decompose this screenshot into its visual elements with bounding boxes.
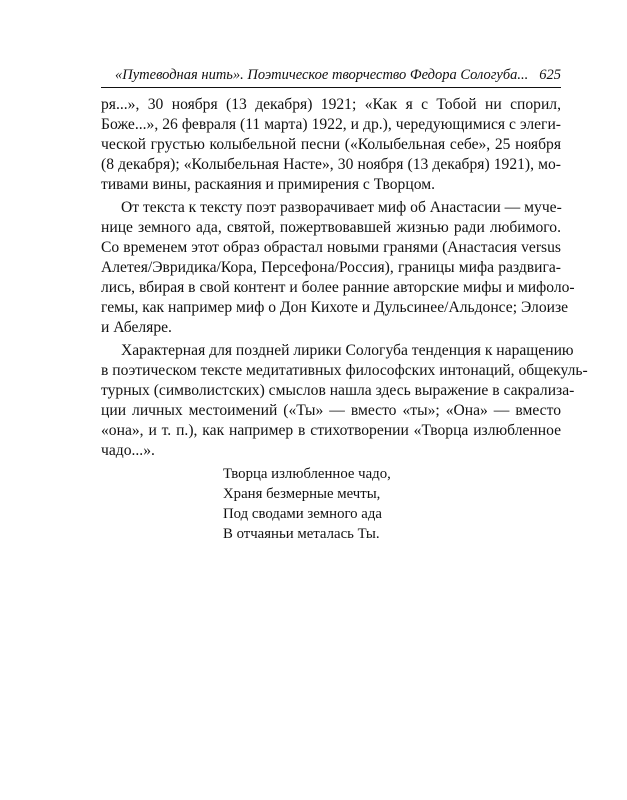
text-line: в поэтическом тексте медитативных философских интонаций, общекуль- <box>101 362 588 379</box>
text-line: лись, вбирая в свой контент и более ранние авторские мифы и мифоло- <box>101 279 575 296</box>
text-line: и Абеляре. <box>101 319 172 336</box>
running-title: «Путеводная нить». Поэтическое творчество Федора Сологуба... <box>115 67 529 83</box>
text-line: турных (символистских) смыслов нашла здесь выражение в сакрализа- <box>101 382 575 399</box>
header-rule <box>101 87 561 88</box>
text-line: (8 декабря); «Колыбельная Насте», 30 ноября (13 декабря) 1921), мо- <box>101 156 561 173</box>
text-line: чадо...». <box>101 442 155 459</box>
text-line: «она», и т. п.), как например в стихотворении «Творца излюбленное <box>101 422 561 439</box>
text-line: От текста к тексту поэт разворачивает миф об Анастасии — муче- <box>121 199 562 216</box>
text-line: нице земного ада, святой, пожертвовавшей жизнью ради любимого. <box>101 219 561 236</box>
text-line: Алетея/Эвридика/Кора, Персефона/Россия), границы мифа раздвига- <box>101 259 561 276</box>
text-line: ческой грустью колыбельной песни («Колыбельная себе», 25 ноября <box>101 136 561 153</box>
running-header <box>101 64 561 86</box>
page-number: 625 <box>539 67 561 83</box>
text-line: тивами вины, раскаяния и примирения с Творцом. <box>101 176 435 193</box>
text-line: Боже...», 26 февраля (11 марта) 1922, и др.), чередующимися с элеги- <box>101 116 561 133</box>
text-line: ции личных местоимений («Ты» — вместо «ты»; «Она» — вместо <box>101 402 561 419</box>
text-line: Со временем этот образ обрастал новыми гранями (Анастасия versus <box>101 239 561 256</box>
verse-line: В отчаяньи металась Ты. <box>223 526 380 542</box>
text-line: ря...», 30 ноября (13 декабря) 1921; «Как я с Тобой ни спорил, <box>101 96 561 113</box>
verse-line: Творца излюбленное чадо, <box>223 466 391 482</box>
verse-line: Под сводами земного ада <box>223 506 382 522</box>
text-line: гемы, как например миф о Дон Кихоте и Дульсинее/Альдонсе; Элоизе <box>101 299 569 316</box>
text-line: Характерная для поздней лирики Сологуба тенденция к наращению <box>121 342 574 359</box>
verse-line: Храня безмерные мечты, <box>223 486 381 502</box>
